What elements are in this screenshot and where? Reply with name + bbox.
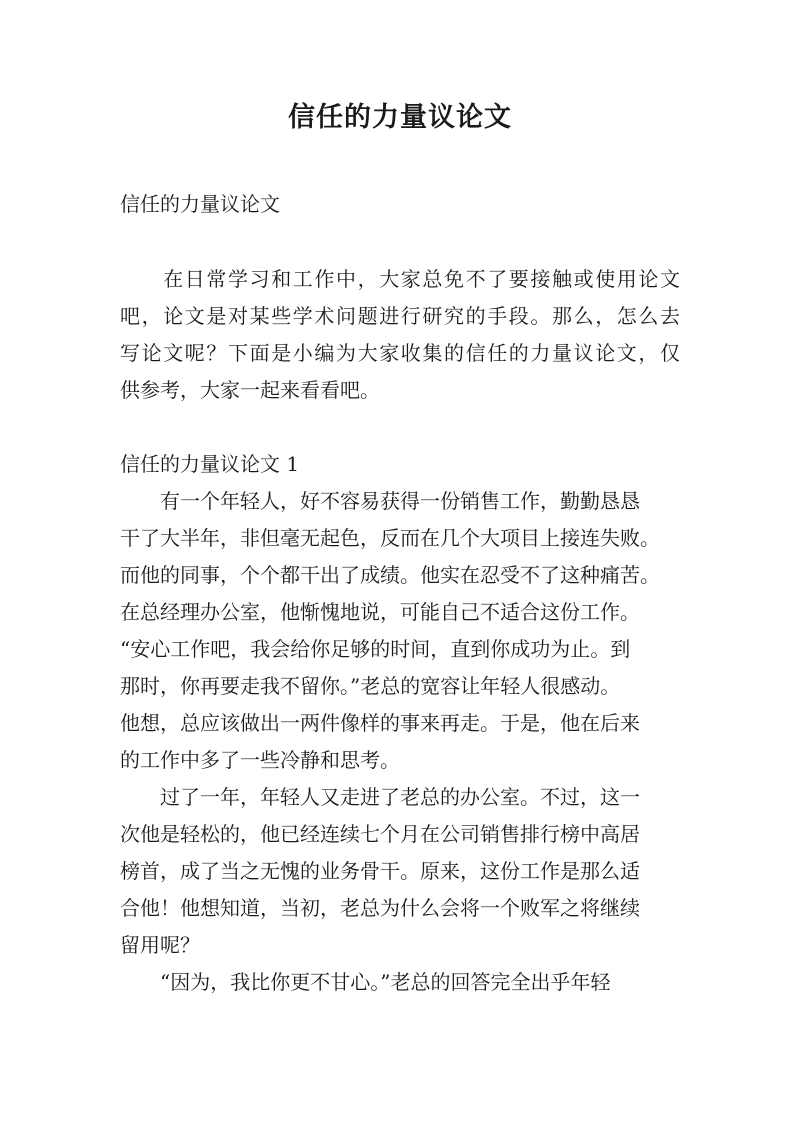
paragraph-line: 留用呢？ [120, 933, 200, 957]
intro-line: 吧，论文是对某些学术问题进行研究的手段。那么，怎么去 [120, 304, 680, 328]
paragraph-line: 而他的同事，个个都干出了成绩。他实在忍受不了这种痛苦。 [120, 563, 660, 587]
paragraph-line: “因为，我比你更不甘心。”老总的回答完全出乎年轻 [120, 970, 611, 994]
paragraph-line: 有一个年轻人，好不容易获得一份销售工作，勤勤恳恳 [120, 489, 640, 513]
section-heading: 信任的力量议论文 1 [120, 452, 300, 476]
paragraph-line: 过了一年，年轻人又走进了老总的办公室。不过，这一 [120, 785, 640, 809]
paragraph-1 [120, 483, 680, 779]
paragraph-3 [120, 964, 680, 1001]
paragraph-line: 在总经理办公室，他惭愧地说，可能自己不适合这份工作。 [120, 600, 640, 624]
intro-line: 供参考，大家一起来看看吧。 [120, 378, 380, 402]
paragraph-line: 干了大半年，非但毫无起色，反而在几个大项目上接连失败。 [120, 526, 660, 550]
paragraph-line: 的工作中多了一些冷静和思考。 [120, 748, 400, 772]
document-title: 信任的力量议论文 [288, 102, 512, 133]
paragraph-line: 那时，你再要走我不留你。”老总的宽容让年轻人很感动。 [120, 674, 621, 698]
paragraph-line: 合他！他想知道，当初，老总为什么会将一个败军之将继续 [120, 896, 640, 920]
paragraph-line: 次他是轻松的，他已经连续七个月在公司销售排行榜中高居 [120, 822, 640, 846]
intro-line: 写论文呢？下面是小编为大家收集的信任的力量议论文，仅 [120, 341, 680, 365]
paragraph-line: 榜首，成了当之无愧的业务骨干。原来，这份工作是那么适 [120, 859, 640, 883]
paragraph-2 [120, 779, 680, 964]
subtitle: 信任的力量议论文 [120, 192, 280, 216]
paragraph-line: “安心工作吧，我会给你足够的时间，直到你成功为止。到 [120, 637, 631, 661]
document-body [120, 186, 680, 1001]
intro-paragraph [120, 261, 680, 409]
intro-line: 在日常学习和工作中，大家总免不了要接触或使用论文 [120, 267, 680, 291]
paragraph-line: 他想，总应该做出一两件像样的事来再走。于是，他在后来 [120, 711, 640, 735]
